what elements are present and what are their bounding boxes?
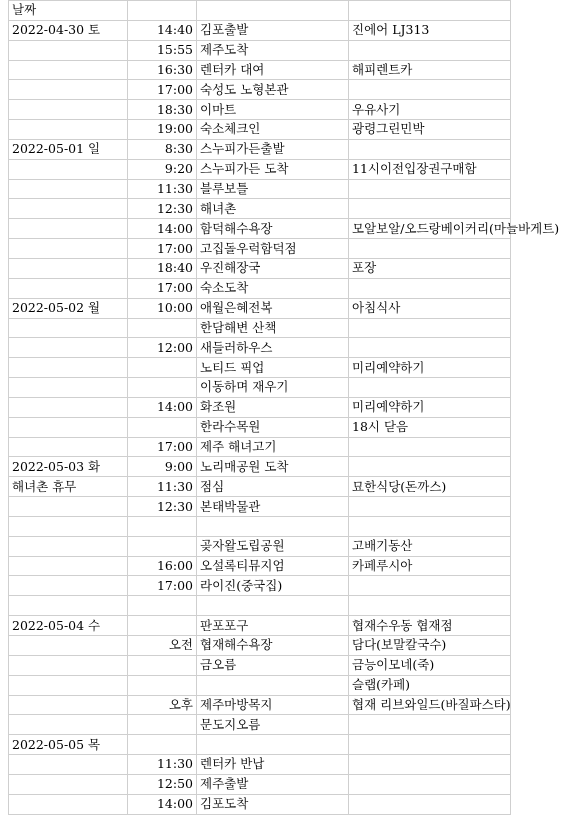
note-cell: 광령그린민박 xyxy=(349,120,511,140)
note-cell: 18시 닫음 xyxy=(349,417,511,437)
date-cell xyxy=(9,417,128,437)
table-row xyxy=(9,794,511,814)
date-cell: 2022-05-04 수 xyxy=(9,616,128,636)
note-cell: 담다(보말칼국수) xyxy=(349,636,511,656)
time-cell xyxy=(128,536,197,556)
table-row xyxy=(9,755,511,775)
place-cell: 문도지오름 xyxy=(197,715,349,735)
time-cell: 12:50 xyxy=(128,774,197,794)
table-row xyxy=(9,397,511,417)
table-row xyxy=(9,40,511,60)
note-cell xyxy=(349,715,511,735)
note-cell xyxy=(349,497,511,517)
table-row xyxy=(9,100,511,120)
table-row xyxy=(9,219,511,239)
table-row xyxy=(9,695,511,715)
note-cell: 포장 xyxy=(349,258,511,278)
date-cell: 2022-05-03 화 xyxy=(9,457,128,477)
place-cell: 숙소도착 xyxy=(197,278,349,298)
date-cell xyxy=(9,100,128,120)
place-cell: 판포포구 xyxy=(197,616,349,636)
date-cell xyxy=(9,576,128,596)
table-row xyxy=(9,20,511,40)
table-row xyxy=(9,616,511,636)
table-row xyxy=(9,159,511,179)
place-cell xyxy=(197,516,349,536)
date-cell xyxy=(9,378,128,398)
time-cell xyxy=(128,715,197,735)
table-row xyxy=(9,536,511,556)
place-cell: 함덕해수욕장 xyxy=(197,219,349,239)
note-cell xyxy=(349,179,511,199)
note-cell: 모알보알/오드랑베이커리(마늘바게트) xyxy=(349,219,511,239)
date-cell xyxy=(9,497,128,517)
note-cell: 진에어 LJ313 xyxy=(349,20,511,40)
date-cell: 2022-05-05 목 xyxy=(9,735,128,755)
date-cell xyxy=(9,219,128,239)
time-cell xyxy=(128,318,197,338)
table-row xyxy=(9,576,511,596)
date-cell: 2022-04-30 토 xyxy=(9,20,128,40)
note-cell: 미리예약하기 xyxy=(349,358,511,378)
place-cell: 스누피가든 도착 xyxy=(197,159,349,179)
date-cell: 해녀촌 휴무 xyxy=(9,477,128,497)
date-cell xyxy=(9,338,128,358)
table-row xyxy=(9,655,511,675)
table-row xyxy=(9,120,511,140)
table-row xyxy=(9,596,511,616)
time-cell: 16:00 xyxy=(128,556,197,576)
table-row xyxy=(9,516,511,536)
table-row xyxy=(9,318,511,338)
place-cell: 제주 해녀고기 xyxy=(197,437,349,457)
date-cell xyxy=(9,437,128,457)
time-cell: 11:30 xyxy=(128,755,197,775)
note-cell xyxy=(349,80,511,100)
note-cell xyxy=(349,437,511,457)
date-cell xyxy=(9,636,128,656)
time-cell: 18:30 xyxy=(128,100,197,120)
time-cell: 17:00 xyxy=(128,80,197,100)
table-row xyxy=(9,1,511,21)
table-row xyxy=(9,298,511,318)
table-row xyxy=(9,80,511,100)
time-cell: 16:30 xyxy=(128,60,197,80)
date-cell xyxy=(9,278,128,298)
date-cell xyxy=(9,258,128,278)
place-cell: 라이진(중국집) xyxy=(197,576,349,596)
itinerary-body xyxy=(9,1,560,815)
table-row xyxy=(9,278,511,298)
place-cell: 한담해변 산책 xyxy=(197,318,349,338)
place-cell: 제주마방목지 xyxy=(197,695,349,715)
time-cell xyxy=(128,675,197,695)
place-cell: 고집돌우럭함덕점 xyxy=(197,239,349,259)
time-cell: 14:00 xyxy=(128,794,197,814)
date-cell xyxy=(9,80,128,100)
note-cell xyxy=(349,596,511,616)
date-cell xyxy=(9,40,128,60)
note-cell: 해피렌트카 xyxy=(349,60,511,80)
date-cell xyxy=(9,774,128,794)
place-cell: 제주출발 xyxy=(197,774,349,794)
table-row xyxy=(9,477,511,497)
note-cell xyxy=(349,576,511,596)
note-cell: 미리예약하기 xyxy=(349,397,511,417)
place-cell: 스누피가든출발 xyxy=(197,139,349,159)
note-cell: 슬랩(카페) xyxy=(349,675,511,695)
place-cell: 김포출발 xyxy=(197,20,349,40)
time-cell: 19:00 xyxy=(128,120,197,140)
table-row xyxy=(9,258,511,278)
date-cell xyxy=(9,675,128,695)
date-cell xyxy=(9,159,128,179)
time-cell: 8:30 xyxy=(128,139,197,159)
place-cell: 제주도착 xyxy=(197,40,349,60)
place-cell: 노티드 픽업 xyxy=(197,358,349,378)
note-cell: 금능이모네(죽) xyxy=(349,655,511,675)
place-cell xyxy=(197,675,349,695)
time-cell: 12:30 xyxy=(128,199,197,219)
time-cell: 10:00 xyxy=(128,298,197,318)
date-cell: 2022-05-01 일 xyxy=(9,139,128,159)
time-cell: 9:20 xyxy=(128,159,197,179)
time-cell: 11:30 xyxy=(128,179,197,199)
place-cell: 노리매공원 도착 xyxy=(197,457,349,477)
date-cell xyxy=(9,755,128,775)
table-row xyxy=(9,675,511,695)
time-cell xyxy=(128,616,197,636)
time-cell: 14:40 xyxy=(128,20,197,40)
time-cell xyxy=(128,655,197,675)
time-cell: 15:55 xyxy=(128,40,197,60)
time-cell: 오후 xyxy=(128,695,197,715)
note-cell: 고배기동산 xyxy=(349,536,511,556)
note-cell: 묘한식당(돈까스) xyxy=(349,477,511,497)
place-cell: 이마트 xyxy=(197,100,349,120)
table-row xyxy=(9,715,511,735)
date-cell xyxy=(9,695,128,715)
date-cell xyxy=(9,239,128,259)
table-row xyxy=(9,378,511,398)
date-cell xyxy=(9,60,128,80)
note-cell: 카페루시아 xyxy=(349,556,511,576)
place-cell: 금오름 xyxy=(197,655,349,675)
place-cell: 화조원 xyxy=(197,397,349,417)
place-cell: 협재해수욕장 xyxy=(197,636,349,656)
date-cell xyxy=(9,358,128,378)
date-cell xyxy=(9,556,128,576)
time-cell: 17:00 xyxy=(128,278,197,298)
place-cell: 곶자왈도립공원 xyxy=(197,536,349,556)
place-cell: 해녀촌 xyxy=(197,199,349,219)
time-cell xyxy=(128,378,197,398)
place-cell: 렌터카 반납 xyxy=(197,755,349,775)
time-cell: 17:00 xyxy=(128,437,197,457)
date-cell: 날짜 xyxy=(9,1,128,21)
note-cell xyxy=(349,199,511,219)
table-row xyxy=(9,60,511,80)
place-cell: 애월은혜전복 xyxy=(197,298,349,318)
note-cell xyxy=(349,735,511,755)
note-cell xyxy=(349,278,511,298)
place-cell xyxy=(197,735,349,755)
table-row xyxy=(9,417,511,437)
note-cell xyxy=(349,378,511,398)
time-cell: 12:30 xyxy=(128,497,197,517)
date-cell: 2022-05-02 월 xyxy=(9,298,128,318)
place-cell: 새들러하우스 xyxy=(197,338,349,358)
place-cell: 오설록티뮤지엄 xyxy=(197,556,349,576)
time-cell: 9:00 xyxy=(128,457,197,477)
place-cell: 숙성도 노형본관 xyxy=(197,80,349,100)
note-cell xyxy=(349,516,511,536)
time-cell xyxy=(128,358,197,378)
place-cell: 렌터카 대여 xyxy=(197,60,349,80)
date-cell xyxy=(9,715,128,735)
time-cell: 11:30 xyxy=(128,477,197,497)
date-cell xyxy=(9,318,128,338)
table-row xyxy=(9,497,511,517)
time-cell xyxy=(128,417,197,437)
table-row xyxy=(9,358,511,378)
time-cell: 오전 xyxy=(128,636,197,656)
date-cell xyxy=(9,516,128,536)
table-row xyxy=(9,457,511,477)
date-cell xyxy=(9,120,128,140)
date-cell xyxy=(9,794,128,814)
note-cell xyxy=(349,239,511,259)
itinerary-table xyxy=(8,0,560,815)
table-row xyxy=(9,338,511,358)
time-cell xyxy=(128,516,197,536)
time-cell: 14:00 xyxy=(128,397,197,417)
place-cell: 블루보틀 xyxy=(197,179,349,199)
time-cell: 17:00 xyxy=(128,239,197,259)
table-row xyxy=(9,179,511,199)
note-cell: 아침식사 xyxy=(349,298,511,318)
time-cell xyxy=(128,596,197,616)
place-cell: 이동하며 재우기 xyxy=(197,378,349,398)
table-row xyxy=(9,437,511,457)
date-cell xyxy=(9,655,128,675)
time-cell: 18:40 xyxy=(128,258,197,278)
table-row xyxy=(9,774,511,794)
table-row xyxy=(9,556,511,576)
table-row xyxy=(9,735,511,755)
date-cell xyxy=(9,199,128,219)
time-cell: 14:00 xyxy=(128,219,197,239)
note-cell xyxy=(349,774,511,794)
note-cell: 우유사기 xyxy=(349,100,511,120)
date-cell xyxy=(9,179,128,199)
place-cell: 점심 xyxy=(197,477,349,497)
table-row xyxy=(9,636,511,656)
place-cell: 한라수목원 xyxy=(197,417,349,437)
time-cell xyxy=(128,735,197,755)
note-cell xyxy=(349,40,511,60)
date-cell xyxy=(9,536,128,556)
note-cell xyxy=(349,318,511,338)
note-cell xyxy=(349,1,511,21)
table-row xyxy=(9,139,511,159)
note-cell xyxy=(349,457,511,477)
place-cell xyxy=(197,596,349,616)
place-cell: 숙소체크인 xyxy=(197,120,349,140)
table-row xyxy=(9,199,511,219)
place-cell: 우진해장국 xyxy=(197,258,349,278)
note-cell xyxy=(349,794,511,814)
date-cell xyxy=(9,596,128,616)
place-cell xyxy=(197,1,349,21)
place-cell: 김포도착 xyxy=(197,794,349,814)
place-cell: 본태박물관 xyxy=(197,497,349,517)
time-cell: 12:00 xyxy=(128,338,197,358)
note-cell: 협재 리브와일드(바질파스타) xyxy=(349,695,511,715)
table-row xyxy=(9,239,511,259)
note-cell xyxy=(349,139,511,159)
time-cell xyxy=(128,1,197,21)
date-cell xyxy=(9,397,128,417)
note-cell xyxy=(349,755,511,775)
note-cell xyxy=(349,338,511,358)
time-cell: 17:00 xyxy=(128,576,197,596)
note-cell: 협재수우동 협재점 xyxy=(349,616,511,636)
note-cell: 11시이전입장권구매함 xyxy=(349,159,511,179)
